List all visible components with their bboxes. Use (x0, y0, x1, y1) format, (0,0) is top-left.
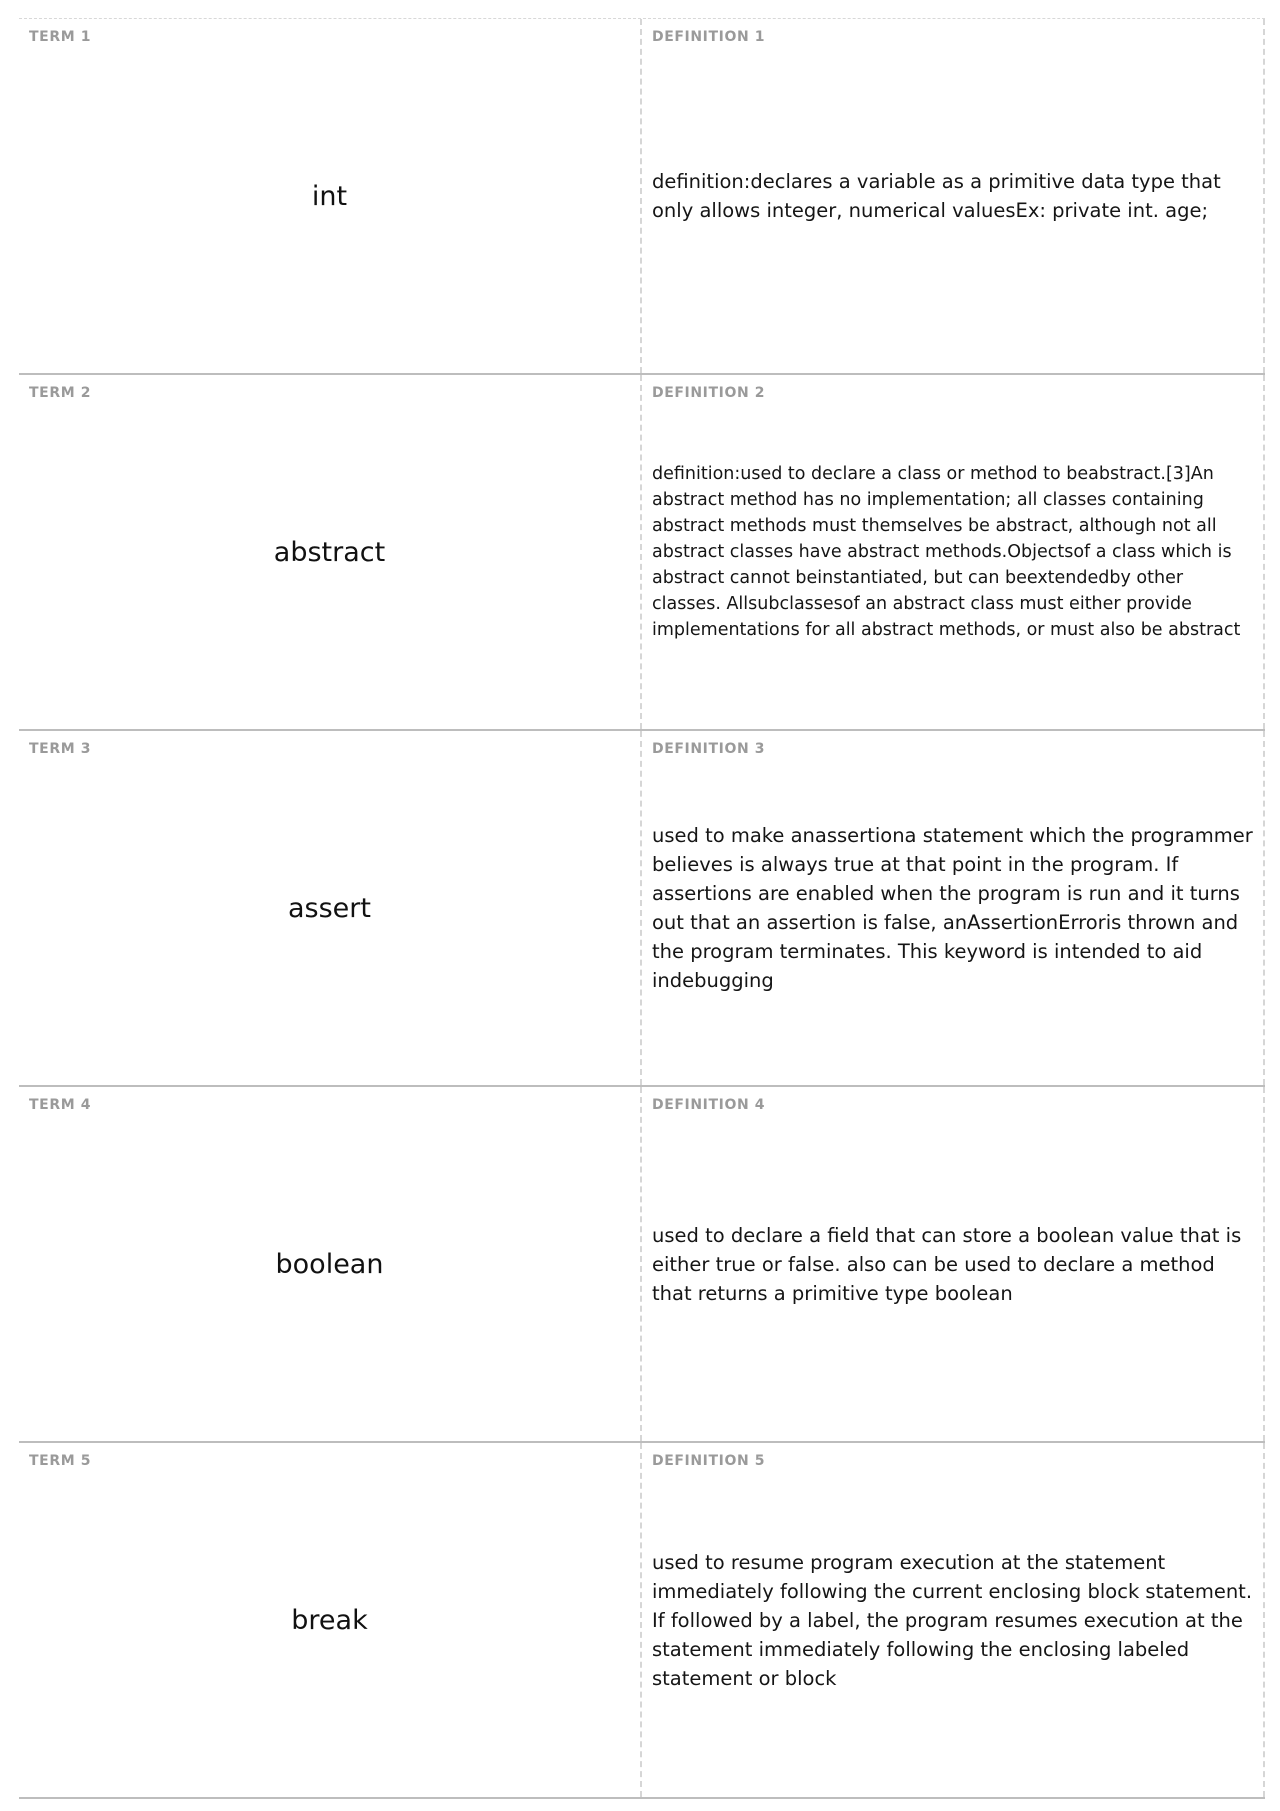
definition-label: DEFINITION 1 (652, 29, 766, 45)
definition-label: DEFINITION 3 (652, 741, 766, 757)
term-cell (19, 1443, 642, 1797)
term-cell (19, 1087, 642, 1441)
flashcard-sheet (19, 18, 1265, 1799)
definition-text (652, 375, 1253, 729)
definition-text (652, 731, 1253, 1085)
definition-content: used to declare a field that can store a boolean value that is either true or false. also can be used to declare a method that returns a primitive type boolean (652, 1223, 1242, 1305)
flashcard-row (19, 375, 1265, 731)
term-text: abstract (273, 536, 386, 568)
term-text: int (311, 180, 348, 212)
term-label: TERM 3 (29, 741, 92, 757)
definition-label: DEFINITION 2 (652, 385, 766, 401)
definition-text (652, 1087, 1253, 1441)
definition-label: DEFINITION 4 (652, 1097, 766, 1113)
definition-cell (642, 375, 1265, 729)
definition-content: used to resume program execution at the statement immediately following the current enclosing block statement. If followed by a label, the program resumes execution at the statement immediately following the enclosing labeled statement or block (652, 1550, 1253, 1690)
term-cell (19, 731, 642, 1085)
definition-label: DEFINITION 5 (652, 1453, 766, 1469)
definition-cell (642, 19, 1265, 373)
definition-cell (642, 1087, 1265, 1441)
term-cell (19, 19, 642, 373)
flashcard-row (19, 1443, 1265, 1799)
definition-text (652, 1443, 1253, 1797)
term-text: break (291, 1604, 368, 1636)
definition-cell (642, 1443, 1265, 1797)
definition-text (652, 19, 1253, 373)
term-text: assert (288, 892, 371, 924)
term-label: TERM 1 (29, 29, 92, 45)
term-cell (19, 375, 642, 729)
flashcard-row (19, 731, 1265, 1087)
flashcard-row (19, 1087, 1265, 1443)
definition-content: definition:used to declare a class or method to beabstract.[3]An abstract method has no implementation; all classes containing abstract methods must themselves be abstract, although not all abstract classes have abstract methods.Objectsof a class which is abstract cannot beinstantiated, but can beextendedby other classes. Allsubclassesof an abstract class must either provide implementations for all abstract methods, or must also be abstract (652, 464, 1241, 640)
term-label: TERM 4 (29, 1097, 92, 1113)
definition-content: used to make anassertiona statement which the programmer believes is always true at that point in the program. If assertions are enabled when the program is run and it turns out that an assertion is false, anAssertionErroris thrown and the program terminates. This keyword is intended to aid indebugging (652, 824, 1253, 992)
term-text: boolean (275, 1248, 384, 1280)
definition-cell (642, 731, 1265, 1085)
flashcard-row (19, 19, 1265, 375)
term-label: TERM 2 (29, 385, 92, 401)
definition-content: definition:declares a variable as a primitive data type that only allows integer, numerical valuesEx: private int. age; (652, 170, 1221, 222)
term-label: TERM 5 (29, 1453, 92, 1469)
